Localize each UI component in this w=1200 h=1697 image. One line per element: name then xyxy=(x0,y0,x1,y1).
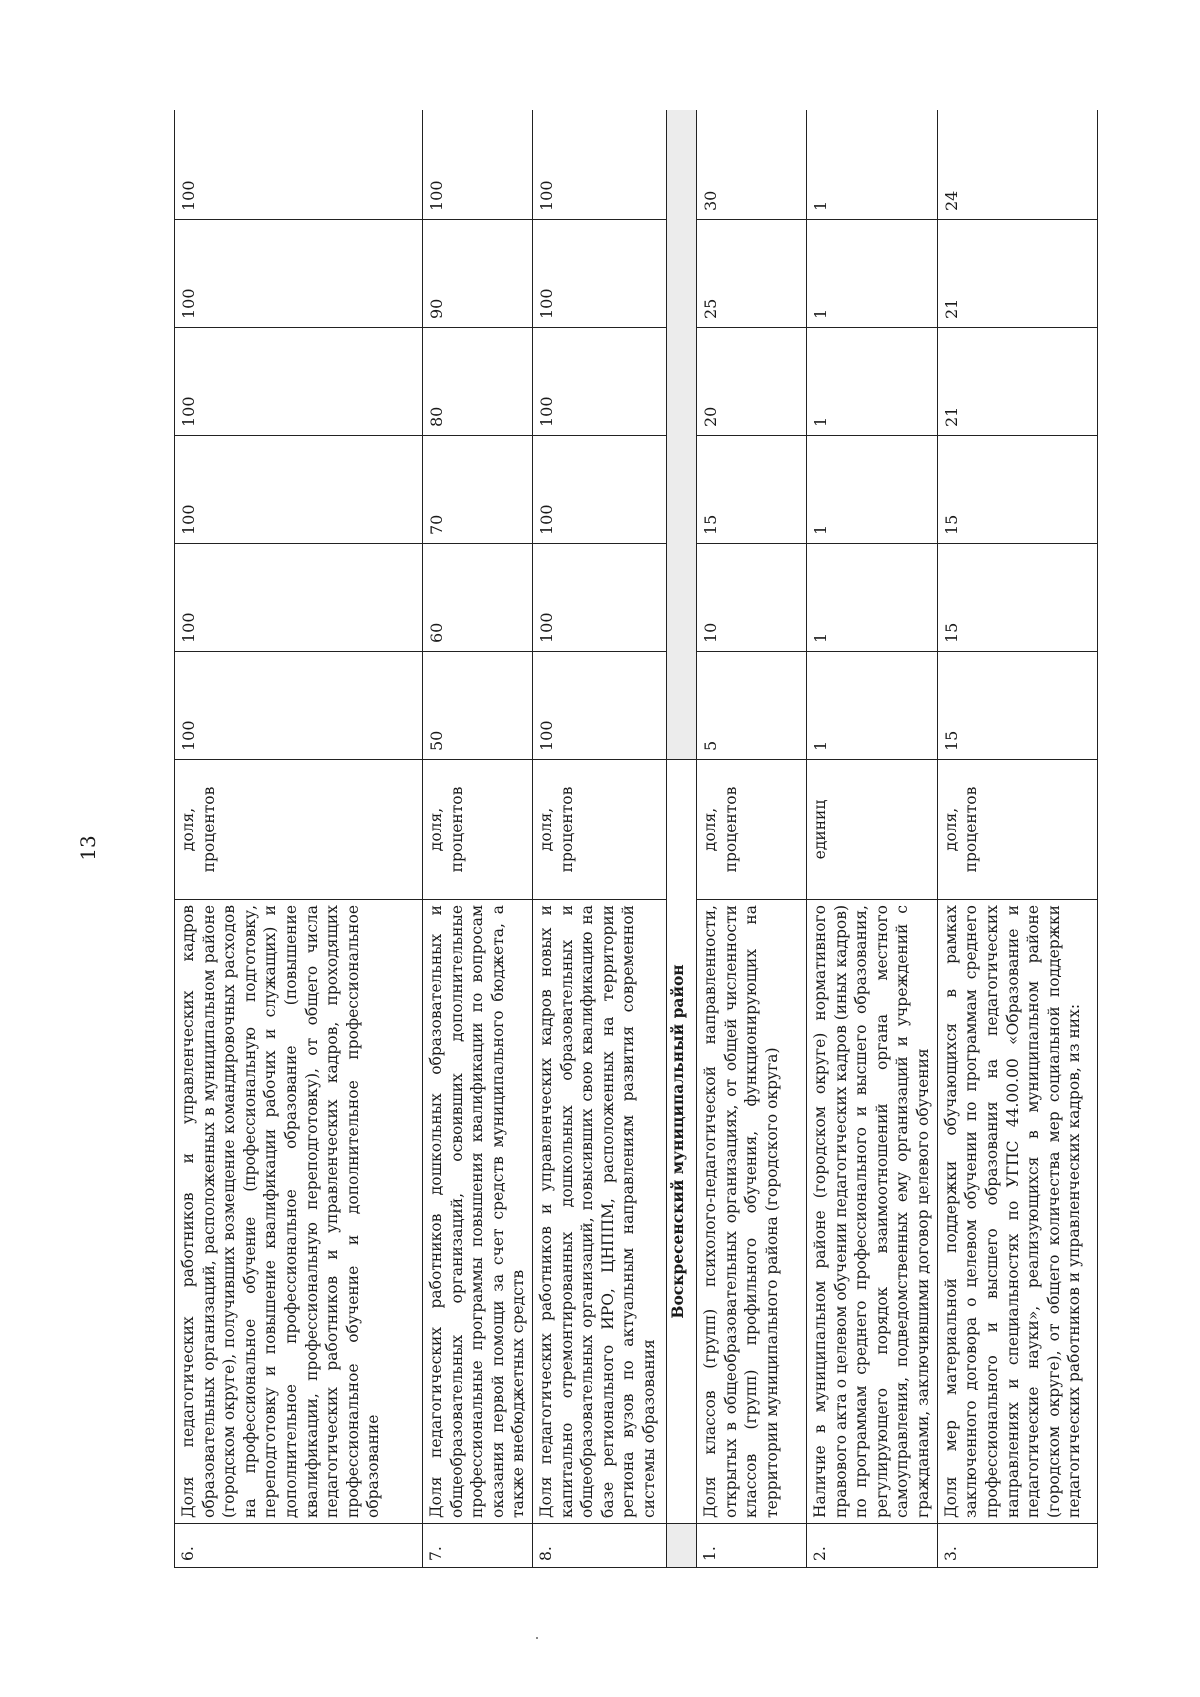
value-cell: 1 xyxy=(807,328,938,436)
row-number: 3. xyxy=(937,1524,1097,1568)
unit-cell: доля, процентов xyxy=(175,760,423,900)
table-container xyxy=(174,110,1100,1568)
value-cell: 20 xyxy=(697,328,807,436)
value-cell: 80 xyxy=(423,328,533,436)
value-cell: 70 xyxy=(423,436,533,544)
value-cell: 100 xyxy=(533,436,667,544)
value-cell: 100 xyxy=(533,220,667,328)
value-cell: 100 xyxy=(533,110,667,220)
indicator-text: Доля педагогических работников и управленческих кадров образовательных организаций, расположенных в муниципальном районе (городском округе), получивших возмещение командировочных расходов на профессиональное обучение (профессиональную подготовку, переподготовку и повышение квалификации рабочих и служащих) и дополнительное профессиональное образование (повышение квалификации, профессиональную переподготовку), от общего числа педагогических работников и управленческих кадров, проходящих профессиональное обучение и дополнительное профессиональное образование xyxy=(175,900,423,1524)
table-row xyxy=(937,110,1097,1568)
value-cell: 15 xyxy=(937,544,1097,652)
region-title: Воскресенский муниципальный район xyxy=(667,760,697,1524)
table-row xyxy=(807,110,938,1568)
row-number: 8. xyxy=(533,1524,667,1568)
indicator-text: Доля педагогических работников и управленческих кадров новых и капитально отремонтированных дошкольных образовательных и общеобразовательных организаций, повысивших свою квалификацию на базе регионального ИРО, ЦНППМ, расположенных на территории региона вузов по актуальным направлениям развития современной системы образования xyxy=(533,900,667,1524)
unit-cell: доля, процентов xyxy=(533,760,667,900)
indicator-text: Доля педагогических работников дошкольных образовательных и общеобразовательных организаций, освоивших дополнительные профессиональные программы повышения квалификации по вопросам оказания первой помощи за счет средств муниципального бюджета, а также внебюджетных средств xyxy=(423,900,533,1524)
unit-cell: единиц xyxy=(807,760,938,900)
unit-cell: доля, процентов xyxy=(937,760,1097,900)
region-blank-cell xyxy=(667,110,697,760)
value-cell: 100 xyxy=(175,110,423,220)
row-number: 6. xyxy=(175,1524,423,1568)
value-cell: 100 xyxy=(175,436,423,544)
row-number: 2. xyxy=(807,1524,938,1568)
value-cell: 100 xyxy=(423,110,533,220)
value-cell: 24 xyxy=(937,110,1097,220)
page-number: 13 xyxy=(76,835,100,861)
indicator-text: Наличие в муниципальном районе (городском округе) нормативного правового акта о целевом обучении педагогических кадров (иных кадров) по программам среднего профессионального и высшего образования, регулирующего порядок взаимоотношений органа местного самоуправления, подведомственных ему организаций и учреждений с гражданами, заключившими договор целевого обучения xyxy=(807,900,938,1524)
value-cell: 15 xyxy=(937,436,1097,544)
value-cell: 100 xyxy=(175,652,423,760)
value-cell: 90 xyxy=(423,220,533,328)
value-cell: 21 xyxy=(937,328,1097,436)
value-cell: 5 xyxy=(697,652,807,760)
value-cell: 21 xyxy=(937,220,1097,328)
region-blank-cell xyxy=(667,1524,697,1568)
unit-cell: доля, процентов xyxy=(697,760,807,900)
value-cell: 50 xyxy=(423,652,533,760)
indicators-table xyxy=(174,110,1098,1568)
value-cell: 60 xyxy=(423,544,533,652)
value-cell: 100 xyxy=(533,652,667,760)
value-cell: 10 xyxy=(697,544,807,652)
value-cell: 100 xyxy=(533,544,667,652)
scan-speck xyxy=(536,1637,538,1639)
table-row xyxy=(175,110,423,1568)
table-row xyxy=(423,110,533,1568)
value-cell: 100 xyxy=(533,328,667,436)
value-cell: 1 xyxy=(807,436,938,544)
value-cell: 25 xyxy=(697,220,807,328)
value-cell: 1 xyxy=(807,544,938,652)
row-number: 1. xyxy=(697,1524,807,1568)
region-header-row xyxy=(667,110,697,1568)
indicator-text: Доля классов (групп) психолого-педагогической направленности, открытых в общеобразовательных организациях, от общей численности классов (групп) профильного обучения, функционирующих на территории муниципального района (городского округа) xyxy=(697,900,807,1524)
value-cell: 30 xyxy=(697,110,807,220)
value-cell: 100 xyxy=(175,220,423,328)
row-number: 7. xyxy=(423,1524,533,1568)
value-cell: 100 xyxy=(175,328,423,436)
indicator-text: Доля мер материальной поддержки обучающихся в рамках заключенного договора о целевом обучении по программам среднего профессионального и высшего образования на педагогических направлениях и специальностях по УГПС 44.00.00 «Образование и педагогические науки», реализующихся в муниципальном районе (городском округе), от общего количества мер социальной поддержки педагогических работников и управленческих кадров, из них: xyxy=(937,900,1097,1524)
value-cell: 1 xyxy=(807,652,938,760)
table-row xyxy=(697,110,807,1568)
value-cell: 1 xyxy=(807,220,938,328)
value-cell: 15 xyxy=(937,652,1097,760)
unit-cell: доля, процентов xyxy=(423,760,533,900)
rotated-table-frame xyxy=(174,110,1100,1568)
table-row xyxy=(533,110,667,1568)
value-cell: 1 xyxy=(807,110,938,220)
value-cell: 100 xyxy=(175,544,423,652)
value-cell: 15 xyxy=(697,436,807,544)
